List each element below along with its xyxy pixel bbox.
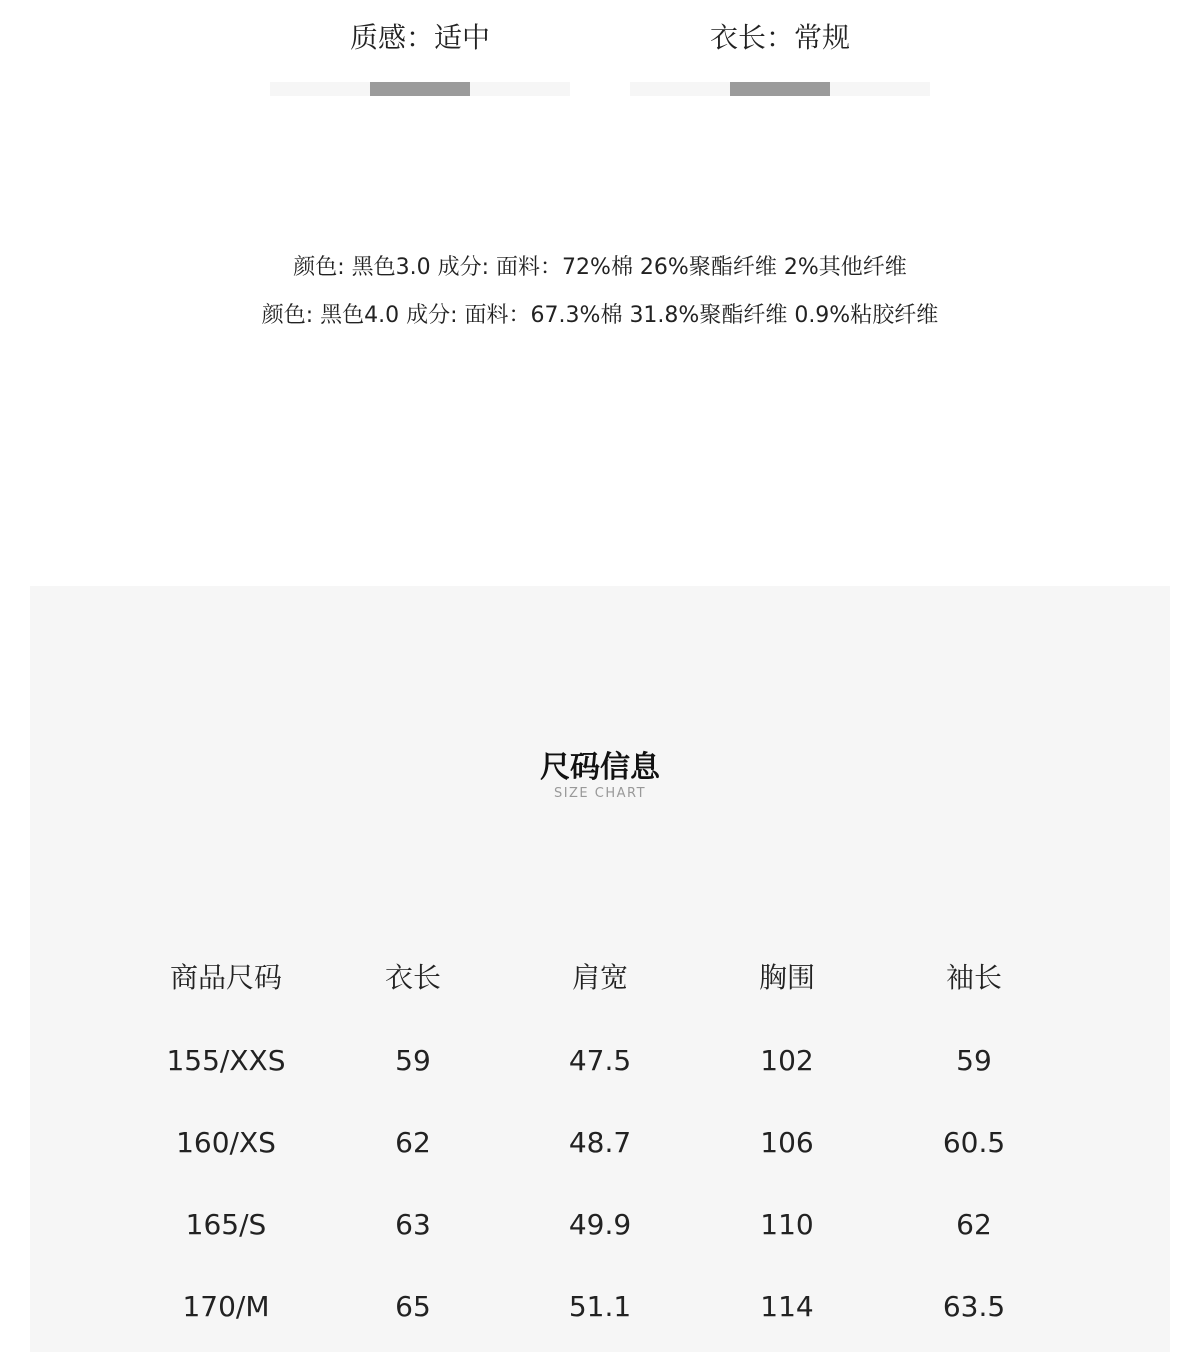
- material-composition: [0, 252, 1200, 348]
- table-cell: 59: [395, 1044, 431, 1077]
- header-sleeve: 袖长: [945, 961, 1002, 994]
- table-cell: 63.5: [942, 1290, 1006, 1323]
- table-cell: 114: [760, 1290, 814, 1323]
- composition-line-black-4: 颜色: 黑色4.0 成分: 面料：67.3%棉 31.8%聚酯纤维 0.9%粘胶纤维: [261, 303, 939, 328]
- texture-attribute: [270, 0, 570, 96]
- table-cell: 155/XXS: [166, 1044, 286, 1077]
- table-cell: 63: [395, 1208, 431, 1241]
- table-cell: 106: [760, 1126, 814, 1159]
- length-scale: [630, 82, 930, 96]
- header-size: 商品尺码: [169, 961, 282, 994]
- table-cell: 51.1: [568, 1290, 632, 1323]
- texture-scale: [270, 82, 570, 96]
- length-label: 衣长：常规: [709, 21, 850, 54]
- composition-line-black-3: 颜色: 黑色3.0 成分: 面料：72%棉 26%聚酯纤维 2%其他纤维: [293, 255, 907, 280]
- table-cell: 110: [760, 1208, 814, 1241]
- table-cell: 60.5: [942, 1126, 1006, 1159]
- texture-scale-indicator: [370, 82, 470, 96]
- texture-label: 质感：适中: [349, 21, 490, 54]
- table-cell: 62: [395, 1126, 431, 1159]
- table-cell: 165/S: [185, 1208, 267, 1241]
- header-shoulder: 肩宽: [571, 961, 628, 994]
- length-scale-indicator: [730, 82, 830, 96]
- table-cell: 170/M: [182, 1290, 270, 1323]
- table-cell: 49.9: [568, 1208, 632, 1241]
- table-cell: 48.7: [568, 1126, 632, 1159]
- header-chest: 胸围: [758, 961, 815, 994]
- table-cell: 62: [956, 1208, 992, 1241]
- table-cell: 102: [760, 1044, 814, 1077]
- size-chart-subtitle: SIZE CHART: [553, 786, 647, 801]
- header-length: 衣长: [384, 961, 441, 994]
- table-cell: 65: [395, 1290, 431, 1323]
- length-attribute: [630, 0, 930, 96]
- size-chart-panel: [30, 586, 1170, 1352]
- table-cell: 160/XS: [176, 1126, 276, 1159]
- table-cell: 47.5: [568, 1044, 632, 1077]
- size-chart-title: 尺码信息: [540, 750, 660, 785]
- table-cell: 59: [956, 1044, 992, 1077]
